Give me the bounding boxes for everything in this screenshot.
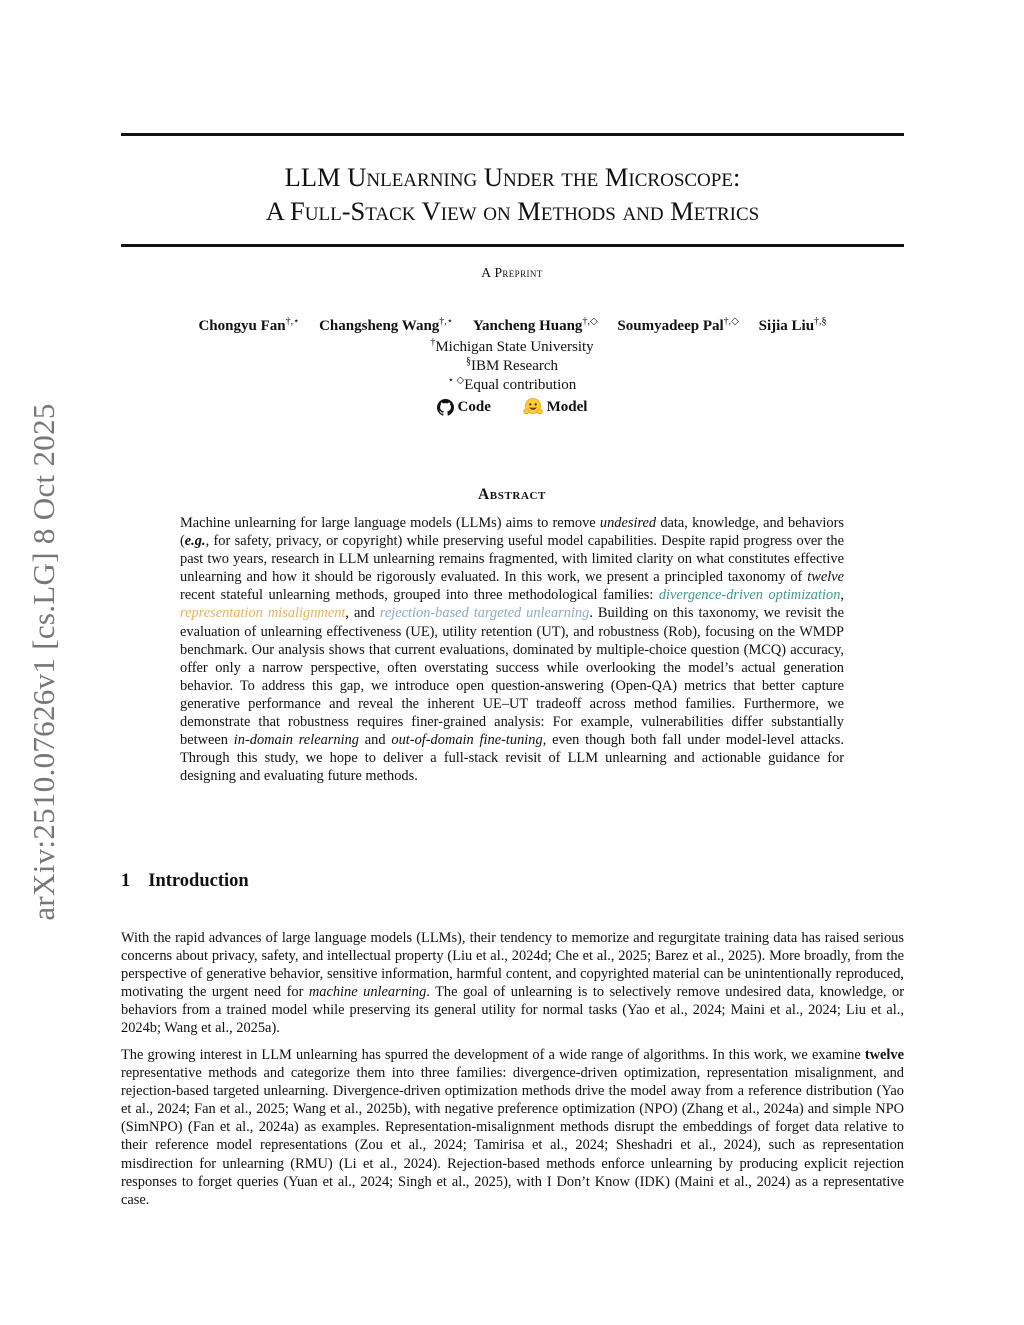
arxiv-stamp: arXiv:2510.07626v1 [cs.LG] 8 Oct 2025: [26, 403, 61, 921]
resource-links: [0, 398, 1024, 421]
author: Changsheng Wang†,⋆: [319, 316, 454, 334]
affiliation: ⋆ ◇Equal contribution: [447, 375, 577, 393]
author: Chongyu Fan†,⋆: [198, 316, 300, 334]
family-divergence-term: divergence-driven optimization: [658, 587, 841, 604]
family-representation-term: representation misalignment: [180, 605, 346, 622]
intro-paragraph-2: The growing interest in LLM unlearning has spurred the development of a wide range of algorithms. In this work, we examine twelve representative methods and categorize them into three families: divergence-driven optimization, representation misalignment, and rejection-based targeted unlearning. Divergence-driven optimization methods drive the model away from a reference distribution (Yao et al., 2024; Fan et al., 2025; Wang et al., 2025b), with negative preference optimization (NPO) (Zhang et al., 2024a) and simple NPO (SimNPO) (Fan et al., 2024a) as examples. Representation-misalignment methods disrupt the embeddings of forget data relative to their reference model representations (Zou et al., 2024; Tamirisa et al., 2024; Sheshadri et al., 2024), such as representation misdirection for unlearning (RMU) (Li et al., 2024). Rejection-based methods enforce unlearning by producing explicit rejection responses to forget queries (Yuan et al., 2024; Singh et al., 2025), with I Don’t Know (IDK) (Maini et al., 2024) as a representative case.: [121, 1047, 904, 1208]
title-line-2: A Full-Stack View on Methods and Metrics: [265, 196, 760, 226]
abstract-heading: Abstract: [478, 486, 546, 503]
code-link[interactable]: Code: [437, 399, 491, 416]
model-link[interactable]: Model: [523, 398, 588, 416]
author-list: [121, 318, 904, 335]
abstract-text: Machine unlearning for large language models (LLMs) aims to remove undesired data, knowledge, and behaviors (e.g., for safety, privacy, or copyright) while preserving useful model capabilities. Despite rapid progress over the past two years, research in LLM unlearning remains fragmented, with limited clarity on what constitutes effective unlearning and how it should be rigorously evaluated. In this work, we present a principled taxonomy of twelve recent stateful unlearning methods, grouped into three methodological families: divergence-driven optimization, representation misalignment, and rejection-based targeted unlearning. Building on this taxonomy, we revisit the evaluation of unlearning effectiveness (UE), utility retention (UT), and robustness (Rob), focusing on the WMDP benchmark. Our analysis shows that current evaluations, dominated by multiple-choice question (MCQ) accuracy, offer only a narrow perspective, often overstating success while overlooking the model’s actual generation behavior. To address this gap, we introduce open question-answering (Open-QA) metrics that better capture generative performance and reveal the inherent UE–UT tradeoff across method families. Furthermore, we demonstrate that robustness requires finer-grained analysis: For example, vulnerabilities differ substantially between in-domain relearning and out-of-domain fine-tuning, even though both fall under model-level attacks. Through this study, we hope to deliver a full-stack revisit of LLM unlearning and actionable guidance for designing and evaluating future methods.: [180, 515, 845, 785]
title-line-1: LLM Unlearning Under the Microscope:: [284, 162, 741, 192]
intro-paragraph-1: With the rapid advances of large language models (LLMs), their tendency to memorize and regurgitate training data has raised serious concerns about privacy, safety, and intellectual property (Liu et al., 2024d; Che et al., 2025; Barez et al., 2025). More broadly, from the perspective of generative behavior, sensitive information, harmful content, and copyrighted material can be unintentionally reproduced, motivating the urgent need for machine unlearning. The goal of unlearning is to selectively remove undesired data, knowledge, or behaviors from a trained model while preserving its general utility for normal tasks (Yao et al., 2024; Maini et al., 2024; Liu et al., 2024b; Wang et al., 2025a).: [121, 930, 904, 1037]
affiliation: †Michigan State University: [430, 337, 594, 355]
preprint-label: A Preprint: [481, 265, 543, 280]
github-icon: [437, 399, 454, 416]
author: Soumyadeep Pal†,◇: [617, 316, 739, 334]
title-top-rule: [121, 133, 904, 136]
paper-title: [121, 160, 904, 228]
section-heading: 1 Introduction: [121, 871, 249, 891]
family-rejection-term: rejection-based targeted unlearning: [379, 605, 590, 622]
affiliation: §IBM Research: [465, 356, 559, 374]
title-bottom-rule: [121, 244, 904, 247]
author: Yancheng Huang†,◇: [472, 316, 598, 334]
huggingface-icon: [523, 398, 543, 416]
author: Sijia Liu†,§: [758, 316, 827, 334]
